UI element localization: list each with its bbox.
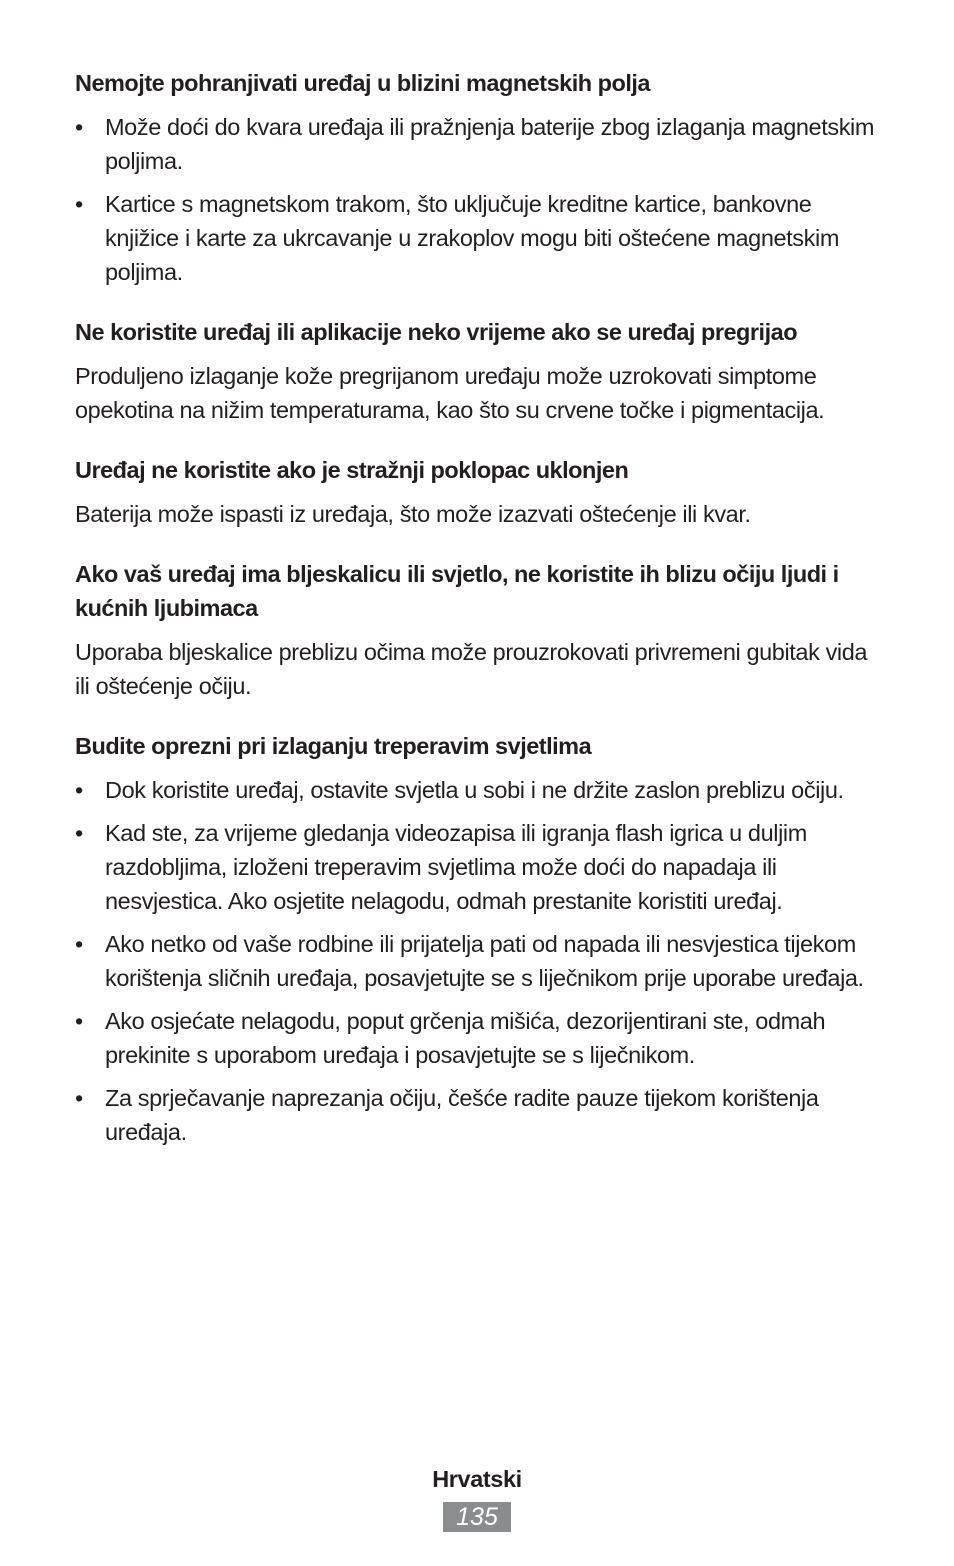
bullet-marker: •: [75, 820, 83, 846]
list-item: [75, 1004, 887, 1072]
section-heading: Ne koristite uređaj ili aplikacije neko vrijeme ako se uređaj pregrijao: [75, 319, 798, 345]
bullet-marker: •: [75, 191, 83, 217]
list-item: [75, 1081, 887, 1149]
list-item: [75, 816, 887, 918]
section-flash-light: [75, 557, 887, 703]
bullet-marker: •: [75, 114, 83, 140]
bullet-marker: •: [75, 1008, 83, 1034]
list-item: [75, 187, 887, 289]
section-magnetic-fields: [75, 66, 887, 289]
bullet-list: [75, 773, 887, 1149]
page-number-container: [0, 1502, 954, 1532]
footer-language: Hrvatski: [432, 1466, 522, 1492]
list-item: [75, 110, 887, 178]
bullet-marker: •: [75, 931, 83, 957]
section-paragraph: Baterija može ispasti iz uređaja, što može izazvati oštećenje ili kvar.: [75, 501, 751, 527]
bullet-marker: •: [75, 777, 83, 803]
section-heading: Budite oprezni pri izlaganju treperavim svjetlima: [75, 733, 592, 759]
bullet-marker: •: [75, 1085, 83, 1111]
section-paragraph: Uporaba bljeskalice preblizu očima može prouzrokovati privremeni gubitak vida ili oštećenje očiju.: [75, 639, 868, 699]
section-flashing-lights: [75, 729, 887, 1149]
page-content: [75, 66, 887, 1149]
list-item-text: Dok koristite uređaj, ostavite svjetla u sobi i ne držite zaslon preblizu očiju.: [105, 777, 844, 803]
page-number: 135: [443, 1502, 511, 1532]
list-item-text: Za sprječavanje naprezanja očiju, češće radite pauze tijekom korištenja uređaja.: [105, 1085, 819, 1145]
section-overheating: [75, 315, 887, 427]
section-back-cover: [75, 453, 887, 531]
section-heading: Ako vaš uređaj ima bljeskalicu ili svjetlo, ne koristite ih blizu očiju ljudi i kućnih ljubimaca: [75, 561, 839, 621]
list-item-text: Ako netko od vaše rodbine ili prijatelja pati od napada ili nesvjestica tijekom korištenja sličnih uređaja, posavjetujte se s liječnikom prije uporabe uređaja.: [105, 931, 864, 991]
section-heading: Uređaj ne koristite ako je stražnji poklopac uklonjen: [75, 457, 629, 483]
section-paragraph: Produljeno izlaganje kože pregrijanom uređaju može uzrokovati simptome opekotina na nižim temperaturama, kao što su crvene točke i pigmentacija.: [75, 363, 825, 423]
bullet-list: [75, 110, 887, 289]
list-item-text: Ako osjećate nelagodu, poput grčenja mišića, dezorijentirani ste, odmah prekinite s uporabom uređaja i posavjetujte se s liječnikom.: [105, 1008, 826, 1068]
list-item-text: Može doći do kvara uređaja ili pražnjenja baterije zbog izlaganja magnetskim poljima.: [105, 114, 875, 174]
list-item: [75, 927, 887, 995]
page-footer: [0, 1462, 954, 1532]
list-item-text: Kartice s magnetskom trakom, što uključuje kreditne kartice, bankovne knjižice i karte za ukrcavanje u zrakoplov mogu biti oštećene magnetskim poljima.: [105, 191, 839, 285]
list-item: [75, 773, 887, 807]
list-item-text: Kad ste, za vrijeme gledanja videozapisa ili igranja flash igrica u duljim razdobljima, izloženi treperavim svjetlima može doći do napadaja ili nesvjestica. Ako osjetite nelagodu, odmah prestanite koristiti uređaj.: [105, 820, 807, 914]
section-heading: Nemojte pohranjivati uređaj u blizini magnetskih polja: [75, 70, 650, 96]
